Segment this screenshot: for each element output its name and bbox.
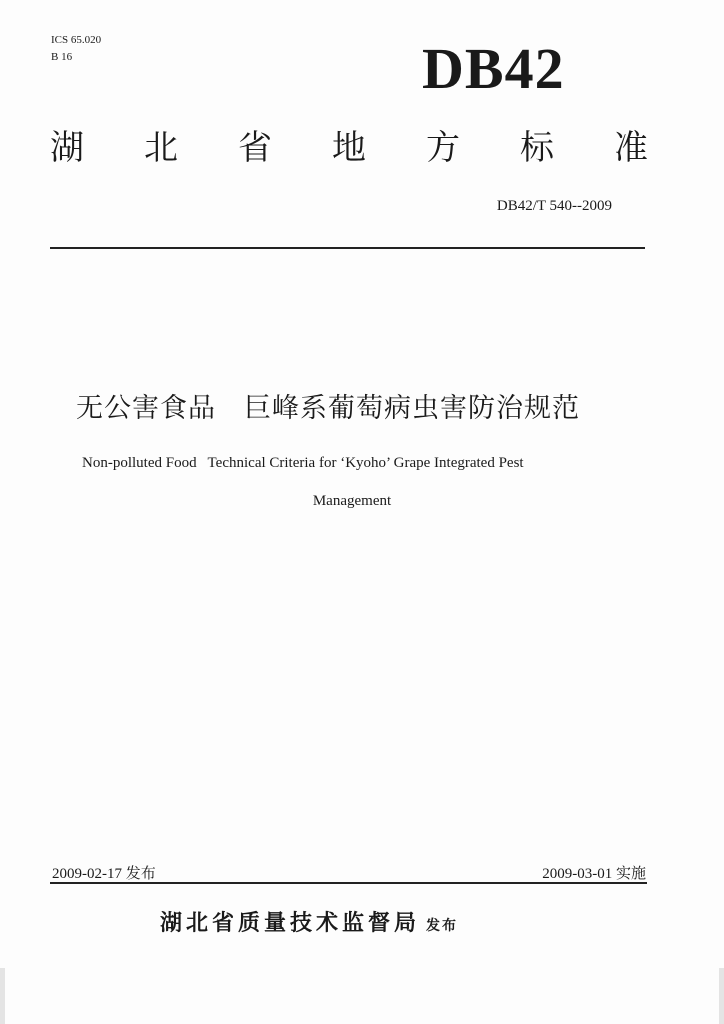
scan-edge [719,968,724,1024]
title-chinese: 无公害食品 巨峰系葡萄病虫害防治规范 [76,393,580,424]
classification-codes [51,32,101,66]
title-english-line2: Management [312,493,392,509]
scan-edge [0,968,5,1024]
publish-date: 2009-02-17 发布 [52,866,156,882]
ccs-code: B 16 [51,51,73,63]
standard-type-char: 地 [332,128,366,168]
standard-number: DB42/T 540--2009 [496,198,612,214]
standard-type-char: 方 [426,128,460,168]
standard-type-char: 准 [614,128,648,168]
header-divider [50,247,645,249]
issuer-name: 湖北省质量技术监督局 [160,911,421,936]
issuer [160,906,458,937]
footer-divider [50,882,647,884]
standard-type-char: 标 [520,128,554,168]
standard-type-char: 北 [144,128,178,168]
standard-type-heading [50,128,648,169]
title-english [82,444,622,520]
implement-date: 2009-03-01 实施 [542,866,646,882]
ics-code: ICS 65.020 [51,34,102,46]
date-row [52,862,646,883]
standard-type-char: 省 [238,128,272,168]
title-english-line1: Non-polluted Food Technical Criteria for ‘Kyoho’ Grape Integrated Pest [82,455,524,471]
db-logo: DB42 [422,36,565,101]
standard-type-char: 湖 [50,128,84,168]
issuer-action: 发布 [426,918,459,934]
